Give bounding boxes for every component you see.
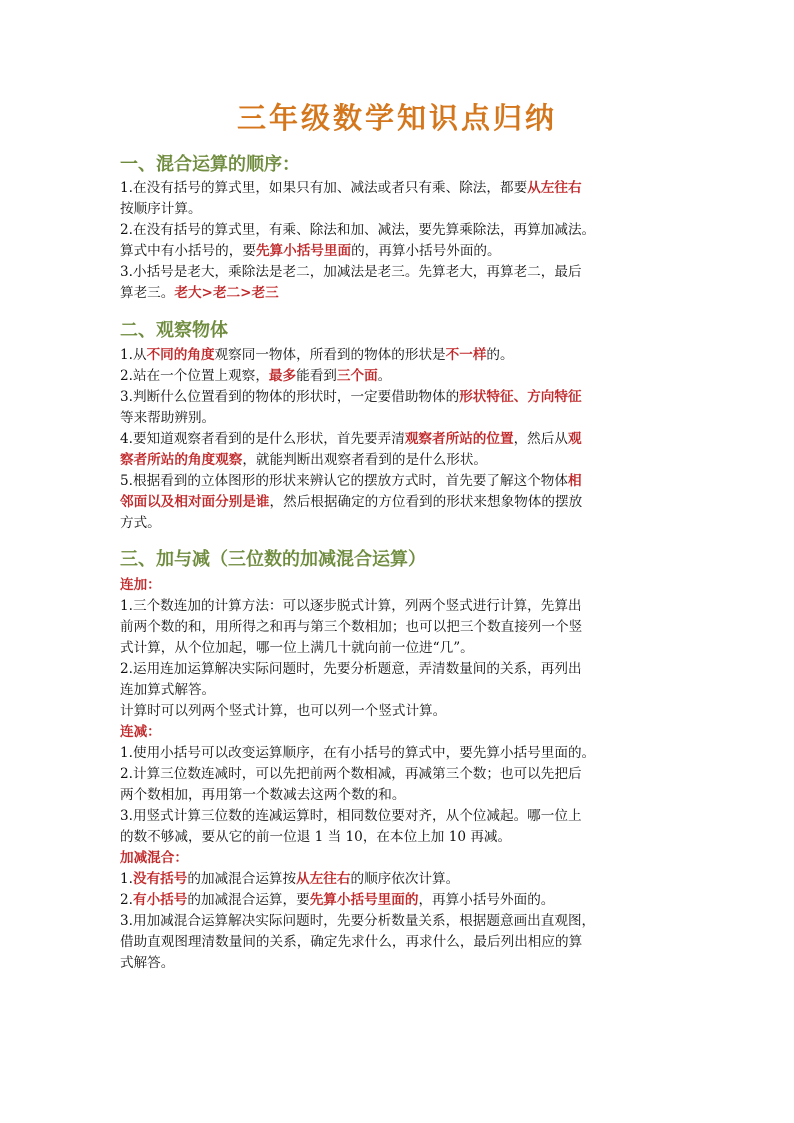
highlight-text: 察者所站的角度观察 (120, 452, 243, 468)
paragraph-line (120, 408, 680, 429)
section-heading-observing-objects: 二、观察物体 (120, 320, 228, 341)
paragraph-line (120, 387, 680, 408)
text-run: 的加减混合运算按 (187, 871, 297, 887)
highlight-text: 观察者所站的位置 (404, 431, 514, 447)
text-run: 的加减混合运算，要 (187, 892, 310, 908)
paragraph-line (120, 429, 680, 450)
highlight-text: 最多 (268, 368, 297, 384)
highlight-text: 有小括号 (132, 892, 188, 908)
text-run: 能看到 (296, 368, 337, 384)
text-run: 观察同一物体，所看到的物体的形状是 (214, 347, 446, 363)
text-run: ，再算小括号外面的。 (418, 892, 555, 908)
paragraph-line (120, 450, 680, 471)
highlight-text: 没有括号 (132, 871, 188, 887)
paragraph-line (120, 492, 680, 513)
section-heading-mixed-operations: 一、混合运算的顺序： (120, 154, 300, 175)
page-title: 三年级数学知识点归纳 (236, 101, 557, 135)
paragraph-line: 2.运用连加运算解决实际问题时，先要分析题意，弄清数量间的关系，再列出 (120, 661, 582, 677)
text-run: 4.要知道观察者看到的是什么形状，首先要弄清 (120, 431, 405, 447)
text-run: 2.站在一个位置上观察， (120, 368, 269, 384)
paragraph-line: 3.用加减混合运算解决实际问题时，先要分析数量关系，根据题意画出直观图， (120, 913, 596, 929)
paragraph-line: 式计算，从个位加起，哪一位上满几十就向前一位进“几”。 (120, 640, 474, 656)
paragraph-line (120, 471, 680, 492)
paragraph-line: 2.计算三位数连减时，可以先把前两个数相减，再减第三个数；也可以先把后 (120, 766, 582, 782)
text-run: 1. (120, 871, 133, 887)
text-run: ，就能判断出观察者看到的是什么形状。 (242, 452, 488, 468)
text-run: 3.小括号是老大，乘除法是老二，加减法是老三。先算老大，再算老二，最后 (120, 264, 582, 280)
highlight-text: 方向特征 (527, 389, 582, 405)
highlight-text: 三个面 (336, 368, 378, 384)
text-run: 算老三。 (120, 285, 175, 301)
subheading-mixed-add-subtract: 加减混合： (120, 850, 188, 866)
subheading-consecutive-addition: 连加： (120, 577, 161, 593)
paragraph-line (120, 366, 680, 387)
paragraph-line: 连加算式解答。 (120, 682, 216, 698)
paragraph-line (120, 283, 680, 304)
highlight-text: 先算小括号里面的 (309, 892, 419, 908)
text-run: 2.在没有括号的算式里，有乘、除法和加、减法，要先算乘除法，再算加减法。 (120, 222, 596, 238)
text-run: 等来帮助辨别。 (120, 410, 216, 426)
text-run: 按顺序计算。 (120, 201, 202, 217)
paragraph-line: 计算时可以列两个竖式计算，也可以列一个竖式计算。 (120, 703, 447, 719)
highlight-text: 先算小括号里面 (255, 243, 352, 259)
paragraph-line (120, 178, 680, 199)
highlight-text: 相 (567, 473, 582, 489)
text-run: 的。 (486, 347, 514, 363)
highlight-text: 、 (513, 389, 528, 405)
paragraph-line: 1.使用小括号可以改变运算顺序，在有小括号的算式中，要先算小括号里面的。 (120, 745, 596, 761)
paragraph-line: 式解答。 (120, 955, 175, 971)
paragraph-line (120, 241, 680, 262)
paragraph-line (120, 345, 680, 366)
paragraph-line: 借助直观图理清数量间的关系，确定先求什么，再求什么，最后列出相应的算 (120, 934, 583, 950)
text-run: 3.判断什么位置看到的物体的形状时，一定要借助物体的 (120, 389, 460, 405)
text-run: 方式。 (120, 515, 161, 531)
paragraph-line (120, 513, 680, 534)
highlight-text: 不同的角度 (146, 347, 215, 363)
paragraph-line (120, 220, 680, 241)
paragraph-line: 的数不够减，要从它的前一位退 1 当 10，在本位上加 10 再减。 (120, 829, 512, 845)
paragraph-line (120, 890, 680, 911)
paragraph-line: 3.用竖式计算三位数的连减运算时，相同数位要对齐，从个位减起。哪一位上 (120, 808, 582, 824)
text-run: 2. (120, 892, 133, 908)
text-run: 1.从 (120, 347, 147, 363)
highlight-text: 从左往右 (527, 180, 582, 196)
text-run: 的，再算小括号外面的。 (351, 243, 501, 259)
highlight-text: 不一样 (445, 347, 487, 363)
paragraph-line (120, 262, 680, 283)
highlight-text: 邻面以及相对面分别是谁 (120, 494, 270, 510)
text-run: 5.根据看到的立体图形的形状来辨认它的摆放方式时，首先要了解这个物体 (120, 473, 568, 489)
paragraph-line: 1.三个数连加的计算方法：可以逐步脱式计算，列两个竖式进行计算，先算出 (120, 598, 582, 614)
highlight-text: 形状特征 (459, 389, 514, 405)
text-run: 的顺序依次计算。 (350, 871, 460, 887)
highlight-text: 观 (567, 431, 582, 447)
text-run: 算式中有小括号的，要 (120, 243, 256, 259)
section-heading-addition-subtraction: 三、加与减（三位数的加减混合运算） (120, 549, 426, 570)
text-run: 1.在没有括号的算式里，如果只有加、减法或者只有乘、除法，都要 (120, 180, 528, 196)
paragraph-line: 前两个数的和，用所得之和再与第三个数相加；也可以把三个数直接列一个竖 (120, 619, 583, 635)
paragraph-line: 两个数相加，再用第一个数减去这两个数的和。 (120, 787, 406, 803)
highlight-text: 老大>老二>老三 (174, 285, 279, 301)
text-run: 。 (377, 368, 392, 384)
highlight-text: 从左往右 (296, 871, 351, 887)
subheading-consecutive-subtraction: 连减： (120, 724, 161, 740)
text-run: ，然后从 (513, 431, 568, 447)
paragraph-line (120, 869, 680, 890)
text-run: ，然后根据确定的方位看到的形状来想象物体的摆放 (269, 494, 583, 510)
paragraph-line (120, 199, 680, 220)
